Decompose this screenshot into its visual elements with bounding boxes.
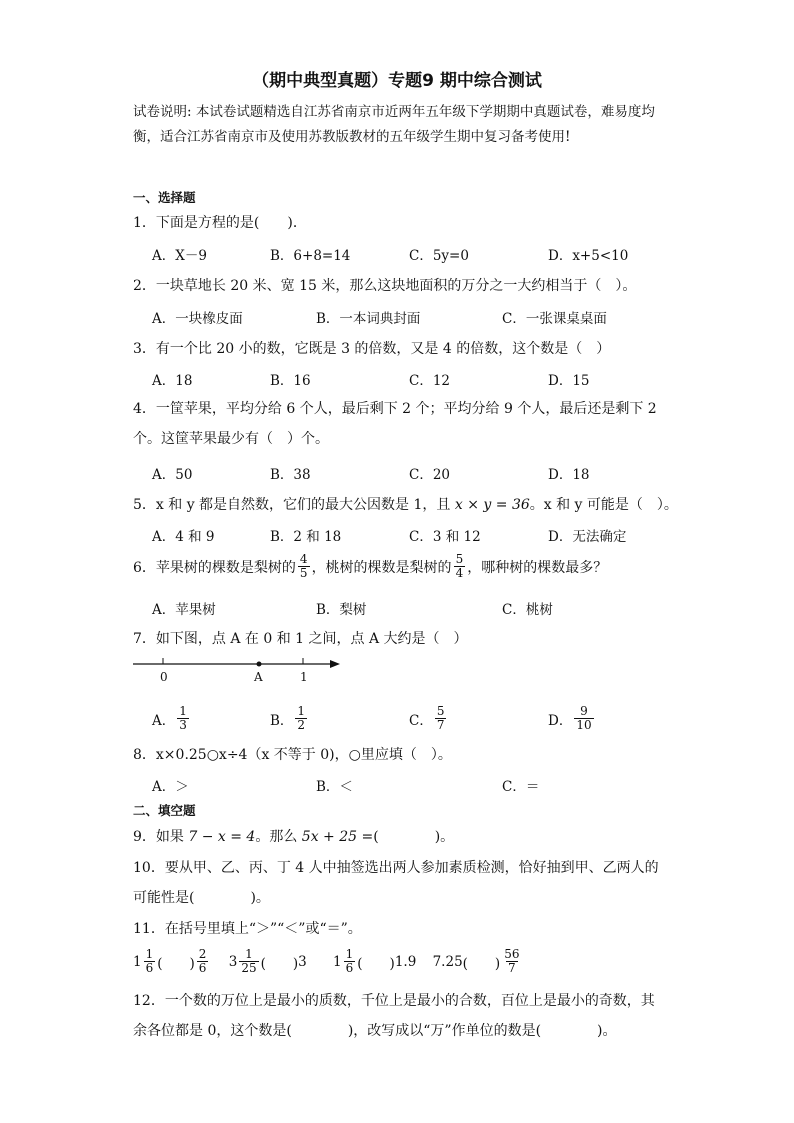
- compare-value: 1.9: [394, 953, 417, 970]
- question-1-options: [152, 244, 672, 264]
- answer-blank[interactable]: ( ): [260, 955, 299, 972]
- numerator: 2: [198, 947, 207, 961]
- fraction: [177, 705, 189, 732]
- comparison-2: [229, 948, 307, 975]
- option-c[interactable]: C．12: [409, 373, 451, 389]
- option-c[interactable]: C．20: [409, 467, 451, 483]
- question-7-options: [152, 705, 672, 737]
- fraction: [239, 948, 258, 975]
- option-a[interactable]: [152, 705, 191, 732]
- option-a[interactable]: A．苹果树: [152, 602, 216, 618]
- denominator: 7: [508, 961, 516, 975]
- question-1: 1．下面是方程的是( )．: [133, 215, 307, 231]
- option-letter: A．: [152, 712, 176, 729]
- page-title: （期中典型真题）专题9 期中综合测试: [252, 71, 542, 91]
- question-9: [133, 826, 678, 846]
- question-9-expression: 5x + 25 =: [301, 829, 374, 845]
- comparison-1: [133, 948, 210, 975]
- option-a[interactable]: A．4 和 9: [152, 529, 215, 545]
- numerator: 5: [436, 704, 445, 718]
- fraction: [197, 948, 209, 975]
- option-d[interactable]: D．x+5<10: [548, 248, 629, 264]
- denominator: 5: [299, 566, 308, 580]
- numerator: 1: [245, 947, 253, 961]
- denominator: 6: [198, 961, 207, 975]
- compare-value: 3: [298, 953, 307, 970]
- denominator: 6: [145, 961, 154, 975]
- section-fill-heading: 二、填空题: [133, 803, 196, 818]
- fraction: [502, 948, 521, 975]
- question-6-text-mid: ，桃树的棵数是梨树的: [311, 559, 452, 576]
- fraction: [454, 553, 466, 580]
- option-letter: D．: [548, 712, 573, 729]
- numerator: 9: [580, 704, 588, 718]
- numerator: 1: [179, 704, 187, 718]
- denominator: 2: [297, 718, 306, 732]
- option-d[interactable]: D．15: [548, 373, 590, 389]
- option-c[interactable]: [409, 705, 448, 732]
- answer-blank[interactable]: ( ): [462, 955, 501, 972]
- option-c[interactable]: C．5y=0: [409, 248, 469, 264]
- option-letter: C．: [409, 712, 433, 729]
- question-9-text-mid: 。那么: [255, 829, 302, 845]
- question-6-text-end: ，哪种树的棵数最多？: [467, 559, 608, 576]
- option-c[interactable]: C．桃树: [502, 602, 553, 618]
- question-6-options: [152, 598, 672, 618]
- question-5-equation: x × y = 36: [454, 497, 530, 513]
- option-b[interactable]: B．16: [270, 373, 311, 389]
- comparison-3: [333, 948, 416, 975]
- option-b[interactable]: B．38: [270, 467, 311, 483]
- denominator: 25: [241, 961, 257, 975]
- numerator: 56: [504, 947, 520, 961]
- answer-blank[interactable]: ( ): [357, 955, 395, 972]
- option-a[interactable]: A．＞: [152, 779, 189, 795]
- question-11: 11．在括号里填上“＞”“＜”或“＝”。: [133, 921, 362, 937]
- numerator: 1: [345, 947, 354, 961]
- option-b[interactable]: [270, 705, 309, 732]
- question-2: 2．一块草地长 20 米、宽 15 米，那么这块地面积的万分之一大约相当于（ ）。: [133, 278, 637, 294]
- question-2-options: [152, 307, 672, 327]
- question-5-text-end: 。x 和 y 可能是（ ）。: [529, 497, 678, 513]
- question-5: [133, 494, 678, 514]
- denominator: 4: [455, 566, 464, 580]
- question-10: 10．要从甲、乙、丙、丁 4 人中抽签选出两人参加素质检测，恰好抽到甲、乙两人的可能性是( )。: [133, 860, 659, 906]
- option-b[interactable]: B．＜: [316, 779, 353, 795]
- point-label-a: A: [254, 670, 263, 684]
- question-11-items: [133, 948, 523, 975]
- denominator: 7: [436, 718, 445, 732]
- option-c[interactable]: C．3 和 12: [409, 529, 481, 545]
- option-c[interactable]: C．一张课桌桌面: [502, 311, 607, 327]
- question-8: 8．x×0.25○x÷4（x 不等于 0)，○里应填（ ）。: [133, 747, 452, 763]
- numerator: 5: [455, 552, 464, 566]
- question-5-text-start: 5．x 和 y 都是自然数，它们的最大公因数是 1，且: [133, 497, 455, 513]
- comparison-4: [433, 948, 524, 975]
- option-d[interactable]: [548, 705, 596, 732]
- tick-label-1: 1: [300, 670, 308, 684]
- numerator: 1: [297, 704, 306, 718]
- numerator: 4: [299, 552, 308, 566]
- question-3: 3．有一个比 20 小的数，它既是 3 的倍数，又是 4 的倍数，这个数是（ ）: [133, 341, 611, 357]
- fraction: [574, 705, 593, 732]
- option-letter: B．: [270, 712, 294, 729]
- option-a[interactable]: A．50: [152, 467, 193, 483]
- fraction: [435, 705, 447, 732]
- option-a[interactable]: A．X－9: [152, 248, 207, 264]
- question-9-equation: 7 − x = 4: [188, 829, 256, 845]
- numerator: 1: [145, 947, 154, 961]
- question-3-options: [152, 369, 672, 389]
- tick-label-0: 0: [160, 670, 168, 684]
- option-a[interactable]: A．18: [152, 373, 193, 389]
- option-b[interactable]: B．6+8=14: [270, 248, 351, 264]
- option-b[interactable]: B．2 和 18: [270, 529, 342, 545]
- answer-blank[interactable]: ( )。: [373, 829, 455, 845]
- whole-number: 1: [333, 953, 342, 970]
- question-5-options: [152, 525, 672, 545]
- question-4-options: [152, 463, 672, 483]
- exam-instructions: 试卷说明: 本试卷试题精选自江苏省南京市近两年五年级下学期期中真题试卷，难易度均衡，适合江苏省南京市及使用苏教版教材的五年级学生期中复习备考使用!: [133, 104, 655, 145]
- question-8-options: [152, 775, 672, 795]
- fraction: [298, 553, 310, 580]
- fraction: [295, 705, 307, 732]
- question-6-text-start: 6．苹果树的棵数是梨树的: [133, 559, 296, 576]
- answer-blank[interactable]: ( ): [157, 955, 195, 972]
- compare-value: 7.25: [432, 953, 463, 970]
- denominator: 6: [345, 961, 354, 975]
- question-12: 12．一个数的万位上是最小的质数，千位上是最小的合数，百位上是最小的奇数，其余各位都是 0，这个数是( )，改写成以“万”作单位的数是( )。: [133, 993, 655, 1039]
- option-d[interactable]: D．18: [548, 467, 590, 483]
- denominator: 3: [179, 718, 187, 732]
- option-b[interactable]: B．一本词典封面: [316, 311, 421, 327]
- question-7: 7．如下图，点 A 在 0 和 1 之间，点 A 大约是（ ）: [133, 631, 468, 647]
- question-9-text-start: 9．如果: [133, 829, 189, 845]
- fraction: [344, 948, 356, 975]
- option-c[interactable]: C．＝: [502, 779, 540, 795]
- whole-number: 1: [133, 953, 142, 970]
- section-choice-heading: 一、选择题: [133, 190, 196, 205]
- number-line: [133, 652, 348, 692]
- fraction: [144, 948, 156, 975]
- question-6: [133, 553, 678, 580]
- option-a[interactable]: A．一块橡皮面: [152, 311, 243, 327]
- denominator: 10: [576, 718, 592, 732]
- question-4: 4．一筐苹果，平均分给 6 个人，最后剩下 2 个；平均分给 9 个人，最后还是剩下 2 个。这筐苹果最少有（ ）个。: [133, 401, 657, 447]
- option-b[interactable]: B．梨树: [316, 602, 367, 618]
- point-a-marker: [257, 662, 262, 667]
- whole-number: 3: [228, 953, 238, 970]
- option-d[interactable]: D．无法确定: [548, 529, 627, 545]
